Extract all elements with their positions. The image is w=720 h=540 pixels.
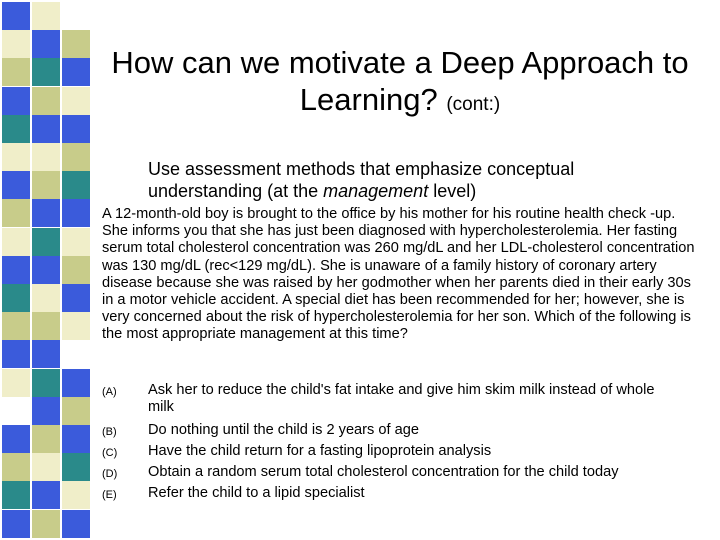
decorative-square [62,171,90,199]
decorative-square [62,453,90,481]
decorative-square [2,30,30,58]
subtitle-emphasis: management [323,181,429,201]
subtitle-text-before: Use assessment methods that emphasize conceptual understanding (at the [148,159,575,201]
decorative-square [62,340,90,368]
decorative-square [62,510,90,538]
decorative-square [32,87,60,115]
option-letter: (E) [102,489,117,501]
decorative-square [2,397,30,425]
decorative-square [32,2,60,30]
decorative-square [2,58,30,86]
decorative-square [62,58,90,86]
decorative-square [62,256,90,284]
decorative-square [2,453,30,481]
decorative-square [2,481,30,509]
option-letter: (C) [102,447,118,459]
decorative-square [32,510,60,538]
decorative-square [62,397,90,425]
decorative-square [32,340,60,368]
decorative-square [62,30,90,58]
decorative-square [62,369,90,397]
decorative-square [2,171,30,199]
slide-subtitle [148,158,678,202]
decorative-square [32,58,60,86]
decorative-square [32,256,60,284]
decorative-square [62,199,90,227]
decorative-square [32,228,60,256]
decorative-square [32,369,60,397]
decorative-square [62,425,90,453]
option-letter: (D) [102,468,118,480]
decorative-square [2,115,30,143]
decorative-square [62,87,90,115]
option-text: Ask her to reduce the child's fat intake and give him skim milk instead of whole milk [148,382,655,416]
decorative-square [32,453,60,481]
decorative-square [2,510,30,538]
decorative-square [32,397,60,425]
decorative-square [2,256,30,284]
decorative-square [32,171,60,199]
slide-title-cont: (cont:) [446,94,501,115]
decorative-square [2,87,30,115]
option-text: Refer the child to a lipid specialist [148,485,365,501]
case-text: 12-month-old boy is brought to the office by his mother for his routine health check -up. She informs you that she has just been diagnosed with hypercholesterolemia. Her fasting serum total cholesterol concentration was 260 mg/dL and her LDL-cholesterol concentration was 130 mg/dL (rec<129 mg/dL). She is unaware of a family history of coronary artery disease because she was raised by her godmother when her parents died in their early 30s in a motor vehicle accident. A special diet has been recommended for her; however, she is very concerned about the risk of hypercholesterolemia for her son. Which of the following is the most appropriate management at this time? [102,206,695,343]
decorative-square-stripe [0,0,94,540]
decorative-square [32,425,60,453]
option-letter: (A) [102,386,117,398]
decorative-square [2,228,30,256]
option-text: Obtain a random serum total cholesterol concentration for the child today [148,464,619,480]
decorative-square [62,2,90,30]
decorative-square [2,143,30,171]
option-text: Do nothing until the child is 2 years of age [148,422,419,438]
decorative-square [62,284,90,312]
decorative-square [32,143,60,171]
decorative-square [2,340,30,368]
decorative-square [32,30,60,58]
case-vignette [102,206,702,344]
slide-title [100,44,700,123]
subtitle-text-after: level) [428,181,477,201]
decorative-square [32,481,60,509]
option-letter: (B) [102,426,117,438]
decorative-square [2,312,30,340]
decorative-square [2,284,30,312]
decorative-square [2,425,30,453]
option-text: Have the child return for a fasting lipoprotein analysis [148,443,492,459]
decorative-square [32,284,60,312]
case-first-word: A [102,206,111,222]
decorative-square [62,481,90,509]
decorative-square [32,312,60,340]
decorative-square [2,2,30,30]
decorative-square [62,312,90,340]
decorative-square [2,199,30,227]
decorative-square [2,369,30,397]
decorative-square [62,228,90,256]
decorative-square [62,115,90,143]
decorative-square [32,199,60,227]
decorative-square [62,143,90,171]
decorative-square [32,115,60,143]
slide-title-main: How can we motivate a Deep Approach to Learning? [111,45,689,117]
